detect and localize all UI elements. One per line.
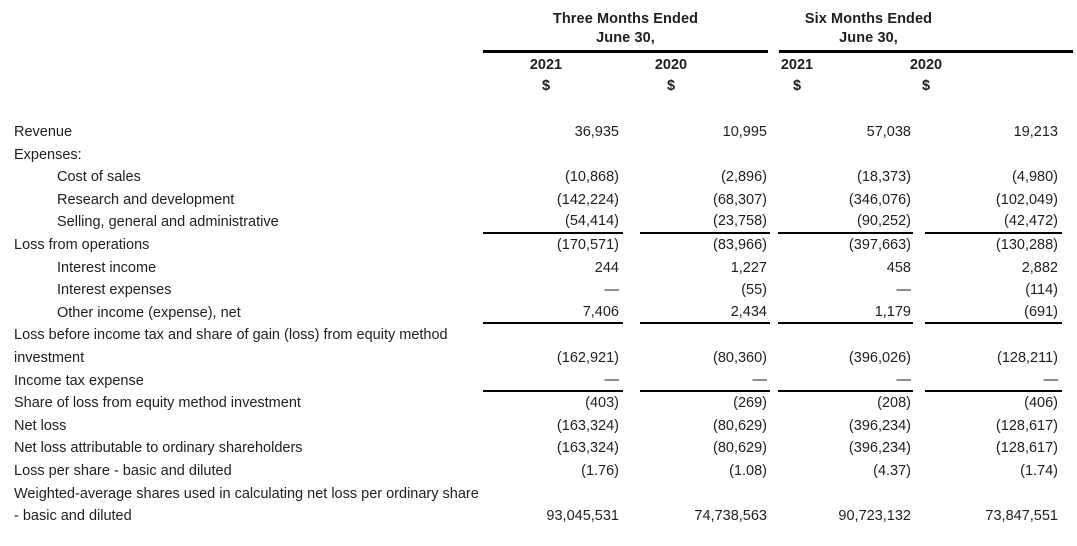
row-other-income-expense-net	[0, 302, 1077, 325]
header-rule-three-months	[483, 50, 768, 53]
value-6m-2020: (4,980)	[1012, 169, 1058, 186]
value-6m-2020	[925, 144, 1062, 167]
value-3m-2020: (68,307)	[712, 191, 767, 208]
table-header	[0, 0, 1077, 121]
value-3m-2020: 2,434	[640, 302, 770, 325]
value-6m-2021: 57,038	[866, 124, 911, 140]
value-3m-2020: (269)	[733, 395, 767, 412]
value-3m-2021: (142,224)	[556, 191, 619, 208]
value-3m-2020: (23,758)	[640, 211, 770, 234]
value-6m-2020: 73,847,551	[985, 508, 1058, 525]
year-header: 2021	[529, 57, 563, 73]
value-3m-2021	[483, 144, 623, 167]
value-6m-2021: 458	[886, 259, 911, 276]
value-3m-2021: (54,414)	[483, 211, 623, 234]
value-6m-2020: (102,049)	[995, 191, 1058, 208]
value-3m-2020: 10,995	[722, 124, 767, 140]
value-6m-2021: (396,234)	[848, 417, 911, 434]
row-label: Cost of sales	[57, 169, 141, 186]
value-3m-2020: 74,738,563	[694, 508, 767, 525]
row-label: Interest expenses	[57, 282, 172, 299]
value-6m-2020: —	[925, 370, 1062, 393]
value-6m-2020: (42,472)	[925, 211, 1062, 234]
value-6m-2021: —	[896, 282, 911, 299]
value-3m-2021: (170,571)	[556, 236, 619, 253]
value-3m-2020: (1.08)	[729, 462, 767, 479]
row-weighted-average-shares	[0, 483, 1077, 528]
row-label: Other income (expense), net	[57, 304, 241, 321]
value-6m-2021: (396,234)	[848, 440, 911, 457]
row-label: Net loss attributable to ordinary shareholders	[14, 440, 303, 457]
col-group-title-line2: June 30,	[839, 30, 898, 46]
row-label: Research and development	[57, 191, 235, 208]
value-3m-2020: (2,896)	[721, 169, 767, 186]
value-6m-2021: (208)	[877, 395, 911, 412]
currency-header: $	[921, 78, 931, 94]
row-loss-per-share	[0, 460, 1077, 483]
currency-header: $	[792, 78, 802, 94]
value-3m-2020: (55)	[741, 282, 767, 299]
currency-header: $	[666, 78, 676, 94]
value-6m-2020: (1.74)	[1020, 462, 1058, 479]
row-label: Revenue	[14, 124, 73, 140]
row-label: Income tax expense	[14, 372, 144, 389]
col-group-title-line2: June 30,	[596, 30, 655, 46]
row-label: Interest income	[57, 259, 157, 276]
value-3m-2020: (80,629)	[712, 417, 767, 434]
row-loss-before-income-tax	[0, 324, 1077, 369]
value-6m-2020: (128,617)	[995, 417, 1058, 434]
row-label: Loss before income tax and share of gain (loss) from equity method investment	[14, 327, 448, 366]
row-net-loss	[0, 415, 1077, 438]
value-3m-2020: (80,629)	[712, 440, 767, 457]
value-3m-2020: 1,227	[730, 259, 767, 276]
row-interest-income	[0, 257, 1077, 280]
value-3m-2020: —	[640, 370, 770, 393]
year-header: 2020	[654, 57, 688, 73]
value-6m-2021	[778, 144, 913, 167]
row-expenses-header	[0, 144, 1077, 167]
value-6m-2021: (18,373)	[856, 169, 911, 186]
row-label: Weighted-average shares used in calculating net loss per ordinary share - basic and diluted	[14, 485, 479, 525]
value-3m-2021: 7,406	[483, 302, 623, 325]
value-3m-2021: (10,868)	[564, 169, 619, 186]
value-3m-2021: (1.76)	[581, 462, 619, 479]
value-6m-2021: (90,252)	[778, 211, 913, 234]
row-loss-from-operations	[0, 234, 1077, 257]
value-3m-2021: —	[483, 370, 623, 393]
value-3m-2021: 244	[594, 259, 619, 276]
value-3m-2021: 93,045,531	[546, 508, 619, 525]
row-label: Share of loss from equity method investment	[14, 395, 301, 412]
value-6m-2021: (4.37)	[873, 462, 911, 479]
col-group-title-line1: Six Months Ended	[804, 11, 933, 27]
row-label: Selling, general and administrative	[57, 214, 279, 231]
value-3m-2021: (163,324)	[556, 417, 619, 434]
value-6m-2020: (114)	[1025, 282, 1058, 299]
row-research-development	[0, 189, 1077, 212]
value-3m-2020: (83,966)	[712, 236, 767, 253]
value-6m-2021: 1,179	[778, 302, 913, 325]
row-label: Expenses:	[14, 146, 82, 163]
year-header: 2020	[909, 57, 943, 73]
row-income-tax-expense	[0, 370, 1077, 393]
value-6m-2021: (396,026)	[848, 349, 911, 366]
value-6m-2021: (397,663)	[848, 236, 911, 253]
col-group-title-six-months	[726, 10, 1011, 48]
row-label: Net loss	[14, 417, 67, 434]
value-6m-2020: (130,288)	[995, 236, 1058, 253]
row-cost-of-sales	[0, 166, 1077, 189]
value-3m-2020: (80,360)	[712, 349, 767, 366]
currency-header: $	[541, 78, 551, 94]
value-6m-2020: (691)	[925, 302, 1062, 325]
value-6m-2020: (406)	[1024, 395, 1058, 412]
value-3m-2021: (403)	[585, 395, 619, 412]
header-rule-six-months	[779, 50, 1073, 53]
value-3m-2021: (162,921)	[556, 349, 619, 366]
value-6m-2021: 90,723,132	[838, 508, 911, 525]
row-interest-expenses	[0, 279, 1077, 302]
value-6m-2020: 19,213	[1013, 124, 1058, 140]
row-label: Loss per share - basic and diluted	[14, 462, 232, 479]
row-share-of-loss-equity-method	[0, 392, 1077, 415]
col-group-title-line1: Three Months Ended	[552, 11, 699, 27]
row-revenue	[0, 121, 1077, 144]
row-label: Loss from operations	[14, 236, 150, 253]
year-header: 2021	[780, 57, 814, 73]
value-3m-2021: —	[604, 282, 619, 299]
table-body	[0, 121, 1077, 528]
value-6m-2021: —	[778, 370, 913, 393]
value-6m-2021: (346,076)	[848, 191, 911, 208]
row-selling-general-administrative	[0, 211, 1077, 234]
value-6m-2020: (128,617)	[995, 440, 1058, 457]
value-6m-2020: (128,211)	[997, 349, 1058, 366]
value-3m-2021: (163,324)	[556, 440, 619, 457]
value-6m-2020: 2,882	[1021, 259, 1058, 276]
row-net-loss-attributable	[0, 437, 1077, 460]
value-3m-2020	[640, 144, 770, 167]
value-3m-2021: 36,935	[574, 124, 619, 140]
